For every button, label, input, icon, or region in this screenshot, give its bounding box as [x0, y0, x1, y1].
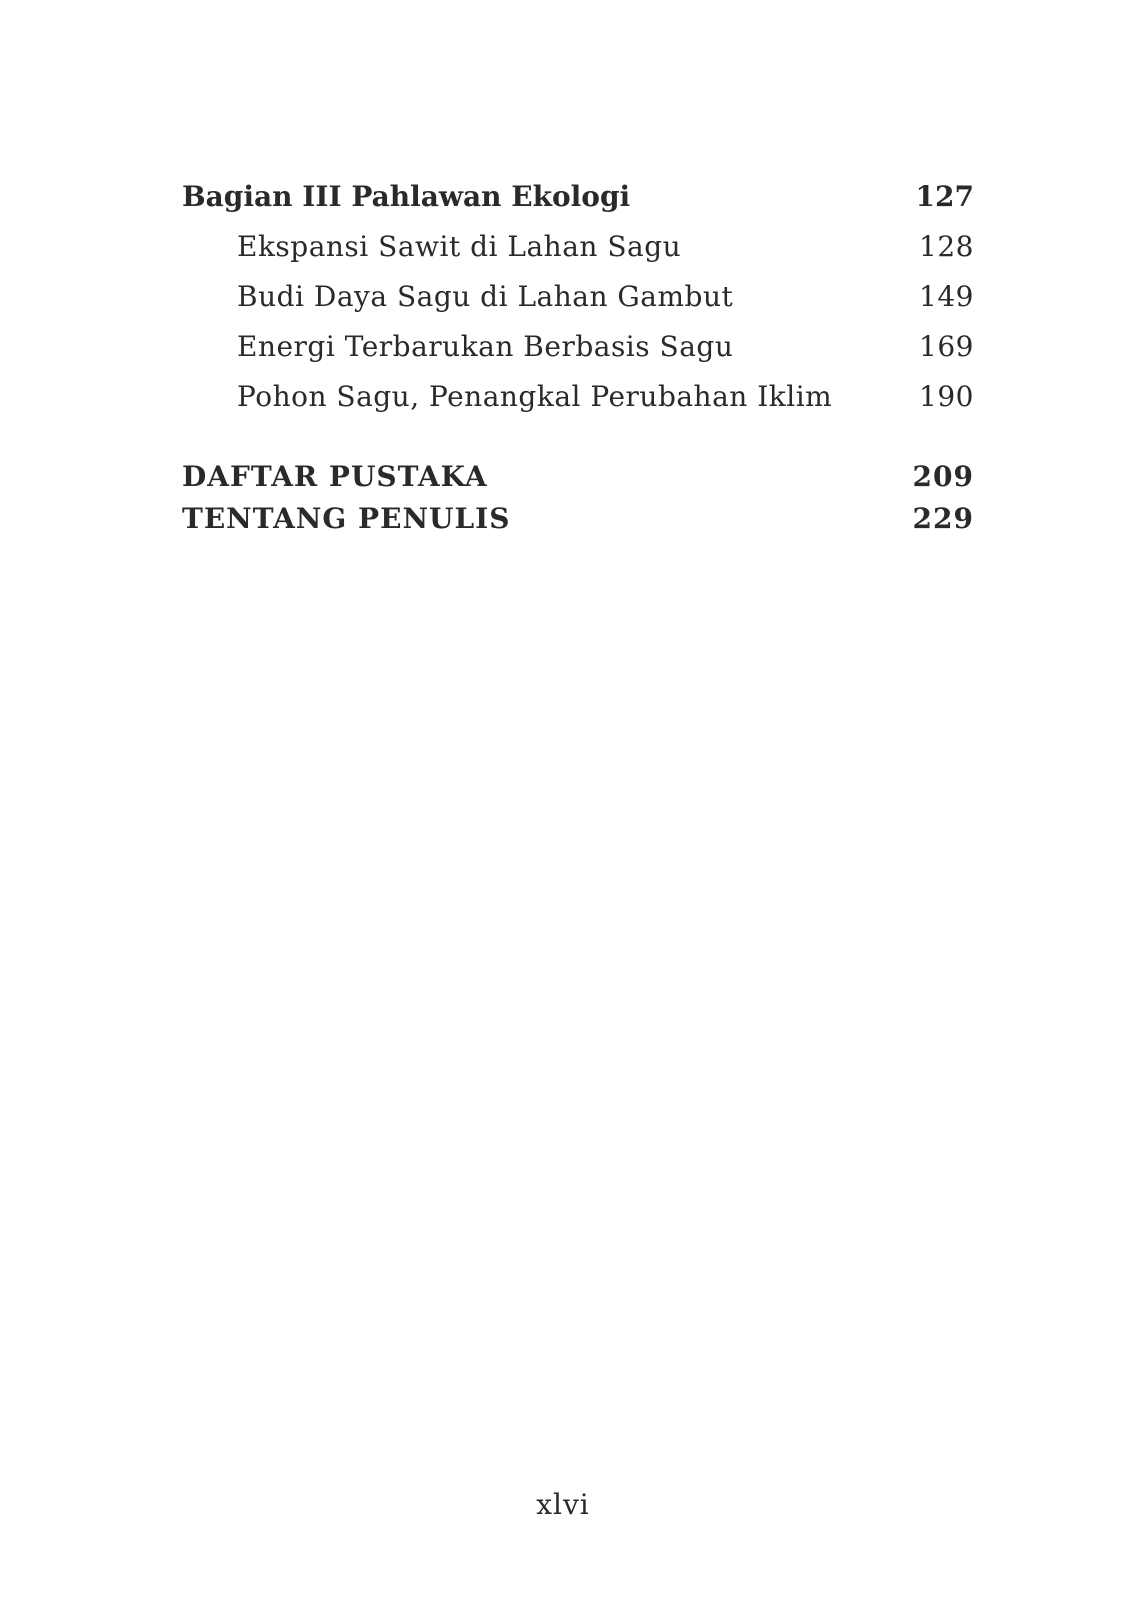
toc-chapter-page: 190: [919, 380, 974, 413]
toc-chapter-entry: [182, 280, 974, 313]
toc-chapter-entry: [182, 330, 974, 363]
toc-section-page: 209: [912, 460, 974, 493]
toc-chapter-page: 128: [919, 230, 974, 263]
toc-section-entry: [182, 502, 974, 535]
toc-chapter-page: 149: [919, 280, 974, 313]
toc-chapter-title: Pohon Sagu, Penangkal Perubahan Iklim: [237, 380, 833, 413]
toc-chapter-page: 169: [919, 330, 974, 363]
toc-chapter-title: Budi Daya Sagu di Lahan Gambut: [237, 280, 734, 313]
toc-section-entry: [182, 460, 974, 493]
toc-chapter-entry: [182, 230, 974, 263]
toc-section-title: TENTANG PENULIS: [182, 502, 511, 535]
page-number: xlvi: [536, 1488, 590, 1521]
toc-chapter-entry: [182, 380, 974, 413]
toc-part-title: Bagian III Pahlawan Ekologi: [182, 180, 631, 213]
toc-chapter-title: Ekspansi Sawit di Lahan Sagu: [237, 230, 682, 263]
toc-part-entry: [182, 180, 974, 213]
toc-section-title: DAFTAR PUSTAKA: [182, 460, 488, 493]
toc-part-page: 127: [915, 180, 974, 213]
toc-section-page: 229: [912, 502, 974, 535]
toc-chapter-title: Energi Terbarukan Berbasis Sagu: [237, 330, 734, 363]
